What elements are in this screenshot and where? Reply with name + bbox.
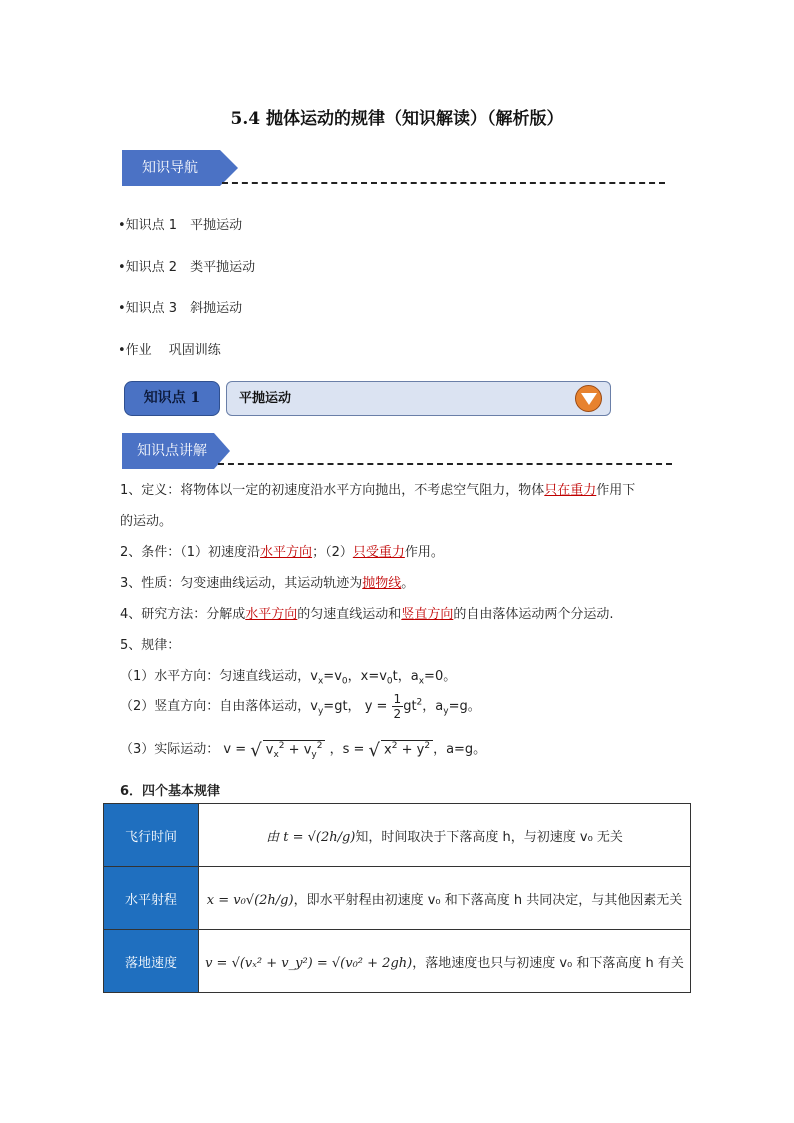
paragraph-property: 3、性质：匀变速曲线运动，其运动轨迹为抛物线。 [120,576,415,591]
rules-table [103,803,691,993]
rule-vertical: （2）竖直方向：自由落体运动，$v_y=gt$， y = $\frac{1}{2}$ $gt^2$，$a_y=g$。 [120,692,481,721]
table-header-cell: 水平射程 [104,867,199,930]
knowledge-point-badge: 知识点 1 [124,381,220,416]
rule-actual: （3）实际运动： v = √ $v_x^2 + v_y^2$ ，s = √ $x^2 + y^2$ ，a=g。 [120,740,487,761]
table-row [104,804,691,867]
section-divider [218,463,672,465]
section-tag-label: 知识导航 [142,160,198,176]
nav-item-3: •知识点 3 斜抛运动 [118,301,243,316]
sqrt-expression: $v_x^2 + v_y^2$ [263,740,326,760]
table-row [104,930,691,993]
paragraph-definition-cont: 的运动。 [120,514,173,529]
nav-item-1: •知识点 1 平抛运动 [118,218,243,233]
rule-horizontal: （1）水平方向：匀速直线运动，$v_x=v_0$，$x=v_0t$，$a_x=0$。 [120,669,457,687]
paragraph-four-rules: 6．四个基本规律 [120,784,221,799]
table-header-cell: 飞行时间 [104,804,199,867]
paragraph-method: 4、研究方法：分解成水平方向的匀速直线运动和竖直方向的自由落体运动两个分运动. [120,607,614,622]
fraction: $\frac{1}{2}$ [393,692,402,721]
sqrt-expression: $x^2 + y^2$ [381,740,433,757]
section-tag-nav [122,150,242,186]
nav-item-4: •作业 巩固训练 [118,343,221,358]
table-header-cell: 落地速度 [104,930,199,993]
table-cell: 由 t = √(2h/g)知，时间取决于下落高度 h，与初速度 v₀ 无关 [199,804,691,867]
paragraph-definition: 1、定义：将物体以一定的初速度沿水平方向抛出，不考虑空气阻力，物体只在重力作用下 [120,483,636,498]
knowledge-point-title: 平抛运动 [239,391,292,406]
paragraph-rules: 5、规律： [120,638,181,653]
chevron-down-icon [575,385,602,412]
page-title: 5.4 抛体运动的规律（知识解读）（解析版） [230,109,564,129]
section-divider [222,182,665,184]
table-cell: v = √(vₓ² + v_y²) = √(v₀² + 2gh)，落地速度也只与初速度 v₀ 和下落高度 h 有关 [199,930,691,993]
knowledge-point-bar [226,381,611,416]
section-tag-label: 知识点讲解 [137,443,207,459]
table-cell: x = v₀√(2h/g)，即水平射程由初速度 v₀ 和下落高度 h 共同决定，与其他因素无关 [199,867,691,930]
paragraph-condition: 2、条件：（1）初速度沿水平方向；（2）只受重力作用。 [120,545,444,560]
nav-item-2: •知识点 2 类平抛运动 [118,260,256,275]
table-row [104,867,691,930]
